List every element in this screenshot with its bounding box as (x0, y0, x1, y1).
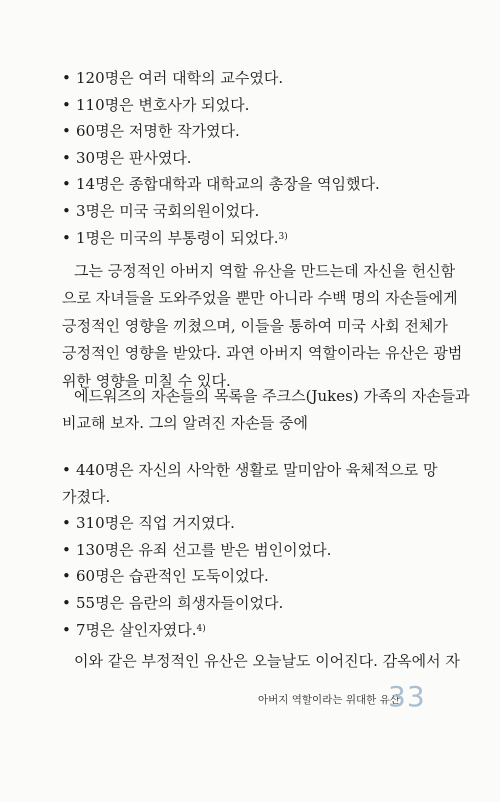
list-item-continuation (62, 484, 462, 511)
paragraph-line: 비교해 보자. 그의 알려진 자손들 중에 (62, 414, 308, 433)
list-item-text: 30명은 판사였다. (76, 148, 192, 167)
bullet-icon: • (62, 69, 71, 87)
bullet-list-descendants-positive (62, 65, 462, 251)
body-paragraph (62, 258, 462, 395)
bullet-icon: • (62, 229, 71, 247)
list-item (62, 145, 462, 172)
bullet-icon: • (62, 175, 71, 193)
list-item-text: 110명은 변호사가 되었다. (76, 95, 250, 114)
list-item-text: 7명은 살인자였다. (76, 621, 197, 639)
list-item-text: 310명은 직업 거지였다. (76, 514, 235, 532)
bullet-list-descendants-negative (62, 457, 462, 643)
paragraph-line: 으로 자녀들을 도와주었을 뿐만 아니라 수백 명의 자손들에게 (62, 289, 458, 308)
list-item (62, 198, 462, 225)
paragraph-line: 위한 영향을 미칠 수 있다. (62, 371, 231, 390)
paragraph-line: 긍정적인 영향을 끼쳤으며, 이들을 통하여 미국 사회 전체가 (62, 316, 448, 335)
list-item-text: 3명은 미국 국회의원이었다. (76, 201, 260, 220)
bullet-icon: • (62, 201, 71, 220)
list-item (62, 224, 462, 251)
list-item (62, 537, 462, 564)
bullet-icon: • (62, 514, 71, 532)
list-item-text: 60명은 습관적인 도둑이었다. (76, 567, 269, 585)
list-item-text: 60명은 저명한 작가였다. (76, 122, 240, 140)
list-item-text: 55명은 음란의 희생자들이었다. (76, 593, 284, 612)
page-number: 33 (388, 680, 426, 713)
list-item (62, 457, 462, 484)
running-footer-title: 아버지 역할이라는 위대한 유산 (258, 694, 400, 706)
body-paragraph (62, 648, 462, 675)
list-item-text: 가졌다. (62, 487, 111, 506)
list-item-text: 1명은 미국의 부통령이 되었다. (76, 229, 279, 247)
paragraph-line: 이와 같은 부정적인 유산은 오늘날도 이어진다. 감옥에서 자 (74, 652, 460, 670)
list-item-text: 130명은 유죄 선고를 받은 범인이었다. (76, 540, 332, 559)
list-item (62, 616, 462, 643)
list-item-text: 440명은 자신의 사악한 생활로 말미암아 육체적으로 망 (76, 461, 438, 479)
list-item (62, 92, 462, 119)
list-item (62, 118, 462, 145)
body-paragraph (62, 383, 470, 438)
list-item (62, 171, 462, 198)
bullet-icon: • (62, 95, 71, 114)
bullet-icon: • (62, 122, 71, 140)
list-item (62, 65, 462, 92)
bullet-icon: • (62, 540, 71, 559)
bullet-icon: • (62, 621, 71, 639)
list-item (62, 510, 462, 537)
bullet-icon: • (62, 148, 71, 167)
bullet-icon: • (62, 567, 71, 585)
paragraph-line: 긍정적인 영향을 받았다. 과연 아버지 역할이라는 유산은 광범 (62, 344, 463, 363)
bullet-icon: • (62, 593, 71, 612)
list-item (62, 590, 462, 617)
footnote-ref: 4) (196, 624, 206, 634)
bullet-icon: • (62, 461, 71, 479)
list-item (62, 563, 462, 590)
paragraph-line: 에드워즈의 자손들의 목록을 주크스(Jukes) 가족의 자손들과 (74, 387, 470, 405)
paragraph-line: 그는 긍정적인 아버지 역할 유산을 만드는데 자신을 헌신함 (74, 262, 456, 280)
list-item-text: 14명은 종합대학과 대학교의 총장을 역임했다. (76, 175, 380, 193)
footnote-ref: 3) (278, 232, 288, 242)
list-item-text: 120명은 여러 대학의 교수였다. (76, 69, 284, 87)
